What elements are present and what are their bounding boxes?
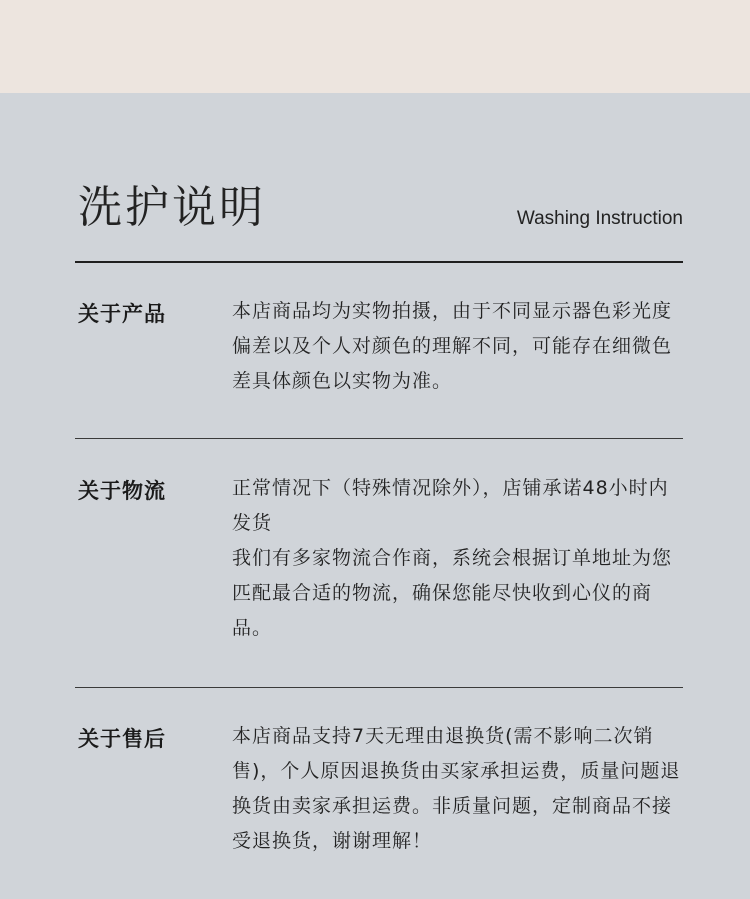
section-divider — [75, 687, 683, 688]
section-heading-logistics: 关于物流 — [78, 479, 166, 503]
section-heading-product: 关于产品 — [78, 302, 166, 326]
section-body-logistics — [232, 471, 684, 646]
section-heading-after-sales: 关于售后 — [78, 727, 166, 751]
section-divider — [75, 438, 683, 439]
page-subtitle: Washing Instruction — [516, 208, 683, 229]
section-text: 本店商品支持7天无理由退换货(需不影响二次销售)，个人原因退换货由买家承担运费，质量问题退换货由卖家承担运费。非质量问题，定制商品不接受退换货，谢谢理解！ — [232, 725, 681, 852]
section-body-product — [232, 294, 684, 399]
section-text: 本店商品均为实物拍摄，由于不同显示器色彩光度偏差以及个人对颜色的理解不同，可能存在细微色差具体颜色以实物为准。 — [232, 300, 673, 392]
section-body-after-sales — [232, 719, 684, 859]
page-title: 洗护说明 — [78, 182, 266, 233]
top-banner — [0, 0, 750, 93]
section-text: 我们有多家物流合作商，系统会根据订单地址为您匹配最合适的物流，确保您能尽快收到心仪的商品。 — [232, 547, 673, 639]
title-divider — [75, 261, 683, 263]
section-text: 正常情况下（特殊情况除外），店铺承诺48小时内发货 — [232, 477, 669, 534]
